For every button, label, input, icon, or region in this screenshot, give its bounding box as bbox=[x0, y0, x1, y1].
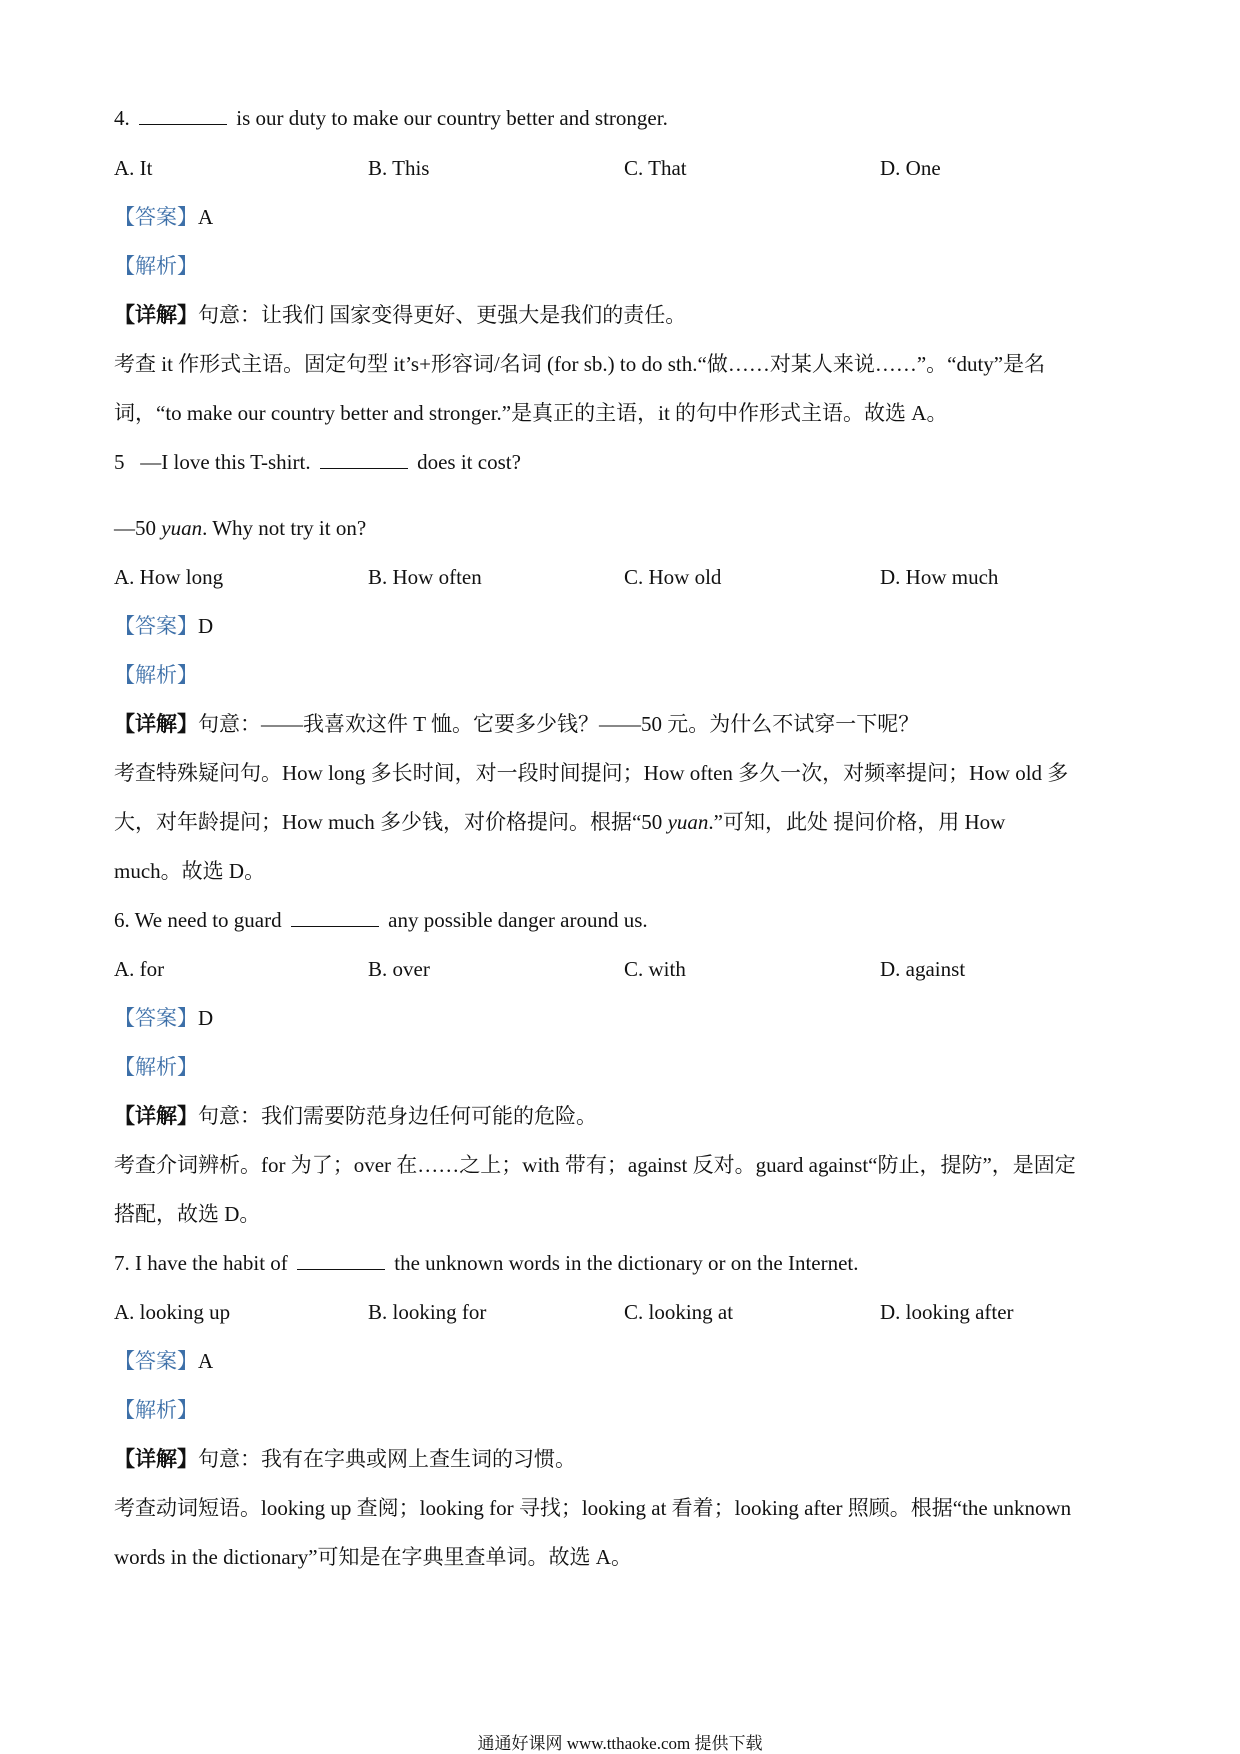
q6-explain-2: 搭配，故选 D。 bbox=[114, 1202, 261, 1226]
q6-explain-1: 考查介词辨析。for 为了；over 在……之上；with 带有；against 反对。guard against“防止，提防”，是固定 bbox=[114, 1153, 1076, 1177]
answer-tag: 【答案】 bbox=[114, 614, 198, 638]
q5-stem bbox=[114, 448, 521, 476]
q6-analysis bbox=[114, 1053, 198, 1081]
q5-detail-text: 句意：——我喜欢这件 T 恤。它要多少钱？——50 元。为什么不试穿一下呢？ bbox=[198, 712, 920, 736]
q5-number: 5 bbox=[114, 450, 125, 474]
q7-stem-b: the unknown words in the dictionary or on the Internet. bbox=[394, 1251, 859, 1275]
q5-explain-2b: .”可知，此处 提问价格，用 How bbox=[708, 810, 1006, 834]
q5-detail bbox=[114, 710, 919, 738]
detail-tag: 【详解】 bbox=[114, 303, 198, 327]
q5-explain-2a: 大，对年龄提问；How much 多少钱，对价格提问。根据“50 bbox=[114, 810, 668, 834]
q6-answer bbox=[114, 1004, 213, 1032]
q5-answer bbox=[114, 612, 213, 640]
q6-stem bbox=[114, 906, 648, 934]
q6-blank[interactable] bbox=[291, 908, 379, 927]
q6-detail bbox=[114, 1102, 597, 1130]
detail-tag: 【详解】 bbox=[114, 1104, 198, 1128]
q7-answer bbox=[114, 1347, 213, 1375]
q7-number: 7. bbox=[114, 1251, 130, 1275]
q4-answer-value: A bbox=[198, 205, 214, 229]
q6-number: 6. bbox=[114, 908, 130, 932]
analysis-tag: 【解析】 bbox=[114, 1055, 198, 1079]
q5-stem-b: does it cost? bbox=[417, 450, 521, 474]
analysis-tag: 【解析】 bbox=[114, 254, 198, 278]
q7-analysis bbox=[114, 1396, 198, 1424]
q4-blank[interactable] bbox=[139, 106, 227, 125]
q4-stem-text: is our duty to make our country better and stronger. bbox=[236, 106, 668, 130]
q7-stem bbox=[114, 1249, 859, 1277]
detail-tag: 【详解】 bbox=[114, 1447, 198, 1471]
q4-option-c[interactable]: C. That bbox=[624, 156, 687, 180]
q6-detail-text: 句意：我们需要防范身边任何可能的危险。 bbox=[198, 1104, 597, 1128]
q6-answer-value: D bbox=[198, 1006, 214, 1030]
q5-analysis bbox=[114, 661, 198, 689]
q6-option-d[interactable]: D. against bbox=[880, 957, 966, 981]
q5-reply-a: —50 bbox=[114, 516, 162, 540]
q7-answer-value: A bbox=[198, 1349, 214, 1373]
q4-number: 4. bbox=[114, 106, 130, 130]
q5-explain-3: much。故选 D。 bbox=[114, 859, 266, 883]
detail-tag: 【详解】 bbox=[114, 712, 198, 736]
q4-option-b[interactable]: B. This bbox=[368, 156, 430, 180]
answer-tag: 【答案】 bbox=[114, 1006, 198, 1030]
q7-blank[interactable] bbox=[297, 1251, 385, 1270]
q5-option-b[interactable]: B. How often bbox=[368, 565, 482, 589]
q4-explain-2: 词，“to make our country better and stronger.”是真正的主语，it 的句中作形式主语。故选 A。 bbox=[114, 401, 948, 425]
q7-detail-text: 句意：我有在字典或网上查生词的习惯。 bbox=[198, 1447, 576, 1471]
q7-explain-2: words in the dictionary”可知是在字典里查单词。故选 A。 bbox=[114, 1545, 632, 1569]
q4-option-d[interactable]: D. One bbox=[880, 156, 941, 180]
q4-stem bbox=[114, 104, 668, 132]
q4-analysis bbox=[114, 252, 198, 280]
answer-tag: 【答案】 bbox=[114, 205, 198, 229]
q7-explain-1: 考查动词短语。looking up 查阅；looking for 寻找；looking at 看着；looking after 照顾。根据“the unknown bbox=[114, 1496, 1072, 1520]
q6-stem-b: any possible danger around us. bbox=[388, 908, 648, 932]
answer-tag: 【答案】 bbox=[114, 1349, 198, 1373]
q5-reply-b: . Why not try it on? bbox=[202, 516, 367, 540]
q4-detail-text: 句意：让我们 国家变得更好、更强大是我们的责任。 bbox=[198, 303, 687, 327]
analysis-tag: 【解析】 bbox=[114, 1398, 198, 1422]
q4-detail bbox=[114, 301, 686, 329]
q7-option-c[interactable]: C. looking at bbox=[624, 1300, 734, 1324]
q5-explain-1: 考查特殊疑问句。How long 多长时间，对一段时间提问；How often 多久一次，对频率提问；How old 多 bbox=[114, 761, 1069, 785]
q5-blank[interactable] bbox=[320, 450, 408, 469]
q5-option-c[interactable]: C. How old bbox=[624, 565, 722, 589]
q6-option-b[interactable]: B. over bbox=[368, 957, 430, 981]
q5-answer-value: D bbox=[198, 614, 214, 638]
q7-option-d[interactable]: D. looking after bbox=[880, 1300, 1014, 1324]
q4-option-a[interactable]: A. It bbox=[114, 156, 153, 180]
q7-stem-a: I have the habit of bbox=[135, 1251, 288, 1275]
q7-option-b[interactable]: B. looking for bbox=[368, 1300, 487, 1324]
q5-option-a[interactable]: A. How long bbox=[114, 565, 224, 589]
q6-option-a[interactable]: A. for bbox=[114, 957, 165, 981]
q5-explain-2-yuan: yuan bbox=[667, 810, 709, 834]
q5-reply-yuan: yuan bbox=[161, 516, 203, 540]
q5-stem-a: —I love this T-shirt. bbox=[140, 450, 311, 474]
q5-option-d[interactable]: D. How much bbox=[880, 565, 999, 589]
q7-detail bbox=[114, 1445, 576, 1473]
q7-option-a[interactable]: A. looking up bbox=[114, 1300, 231, 1324]
q6-option-c[interactable]: C. with bbox=[624, 957, 686, 981]
page-footer[interactable]: 通通好课网 www.tthaoke.com 提供下载 bbox=[477, 1734, 763, 1753]
analysis-tag: 【解析】 bbox=[114, 663, 198, 687]
q4-explain-1: 考查 it 作形式主语。固定句型 it’s+形容词/名词 (for sb.) to do sth.“做……对某人来说……”。“duty”是名 bbox=[114, 352, 1046, 376]
q4-answer bbox=[114, 203, 213, 231]
q5-reply bbox=[114, 514, 366, 542]
q6-stem-a: We need to guard bbox=[134, 908, 282, 932]
q5-explain-2 bbox=[114, 808, 1005, 836]
